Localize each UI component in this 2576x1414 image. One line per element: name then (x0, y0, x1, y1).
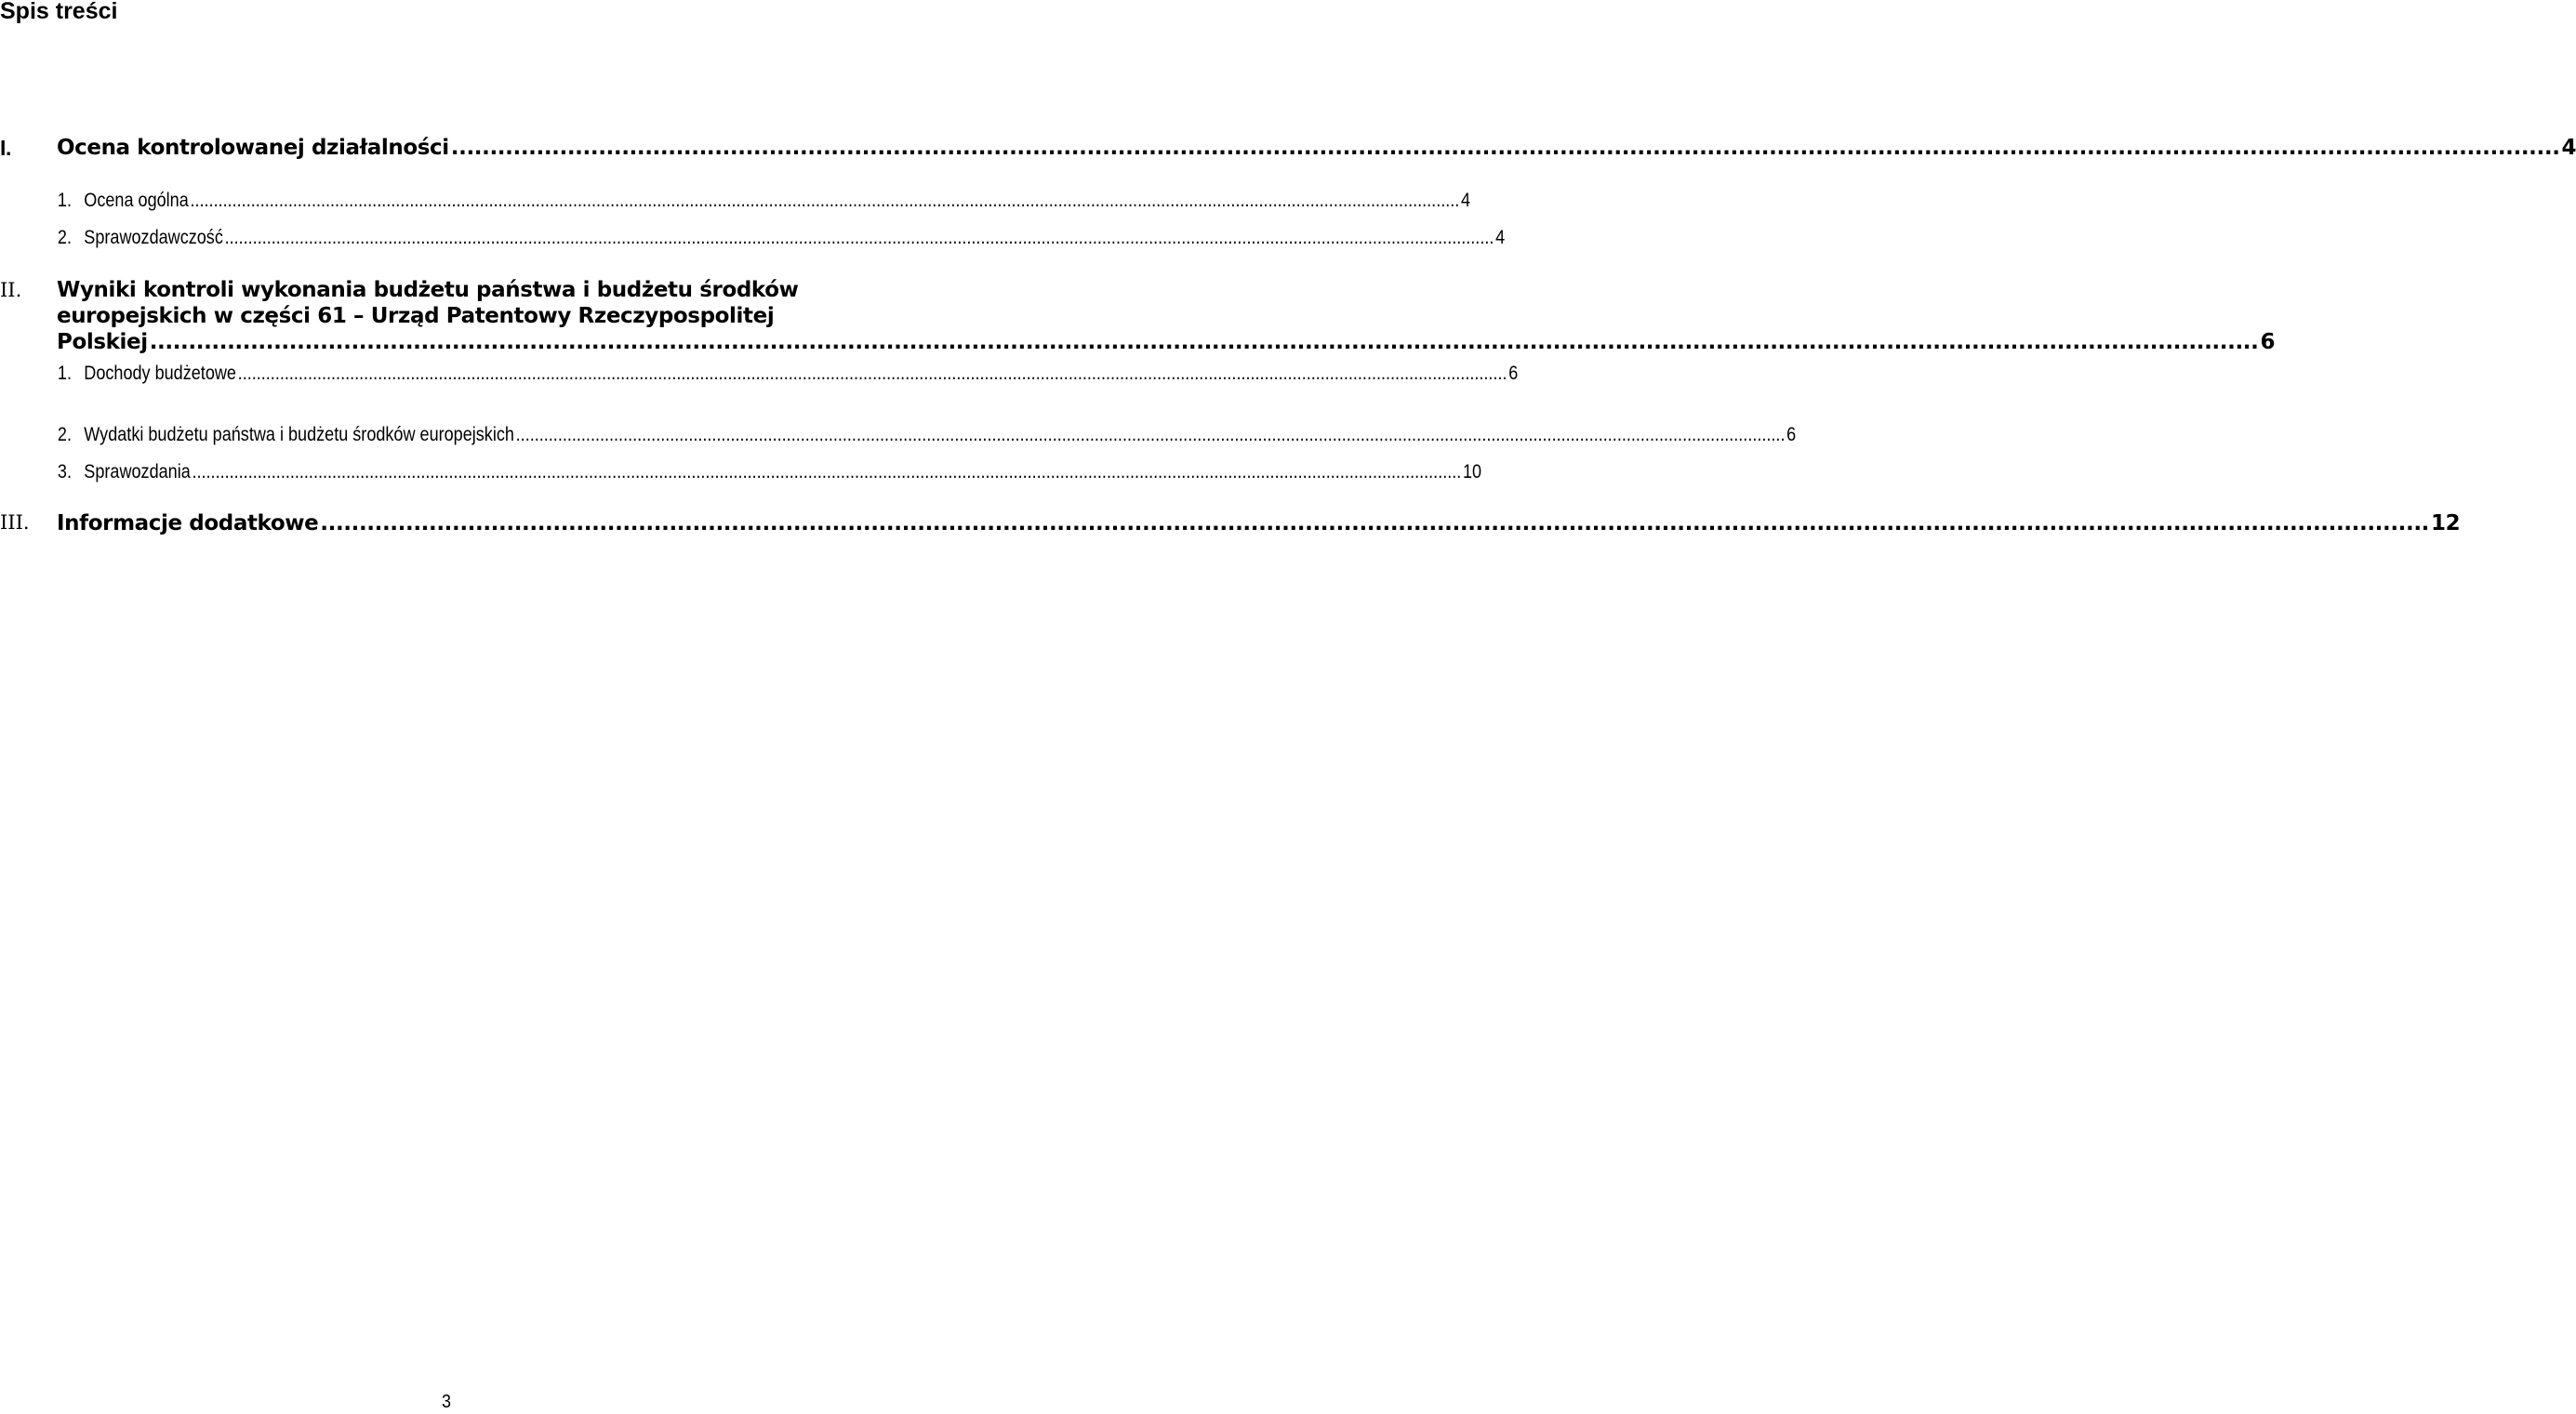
toc-entry-number: III. (0, 511, 30, 534)
toc-entry-page: 4 (2561, 136, 2576, 160)
dot-leader (320, 511, 2429, 535)
toc-entry-number: 1. (57, 363, 72, 384)
toc-entry-label: Ocena kontrolowanej działalności (57, 136, 449, 160)
toc-entry-label: Sprawozdania (84, 461, 191, 482)
toc-entry-page: 6 (2260, 330, 2276, 354)
toc-entry-label: Polskiej (57, 330, 148, 354)
dot-leader (451, 136, 2560, 160)
toc-entry-number: 1. (57, 190, 72, 211)
dot-leader (516, 424, 1786, 446)
dot-leader (238, 363, 1507, 385)
toc-entry-label: Dochody budżetowe (84, 363, 236, 384)
toc-entry-page: 6 (1508, 363, 1519, 384)
toc-entry-number: 3. (57, 461, 72, 482)
toc-entry-page: 4 (1495, 227, 1506, 248)
toc-entry-label-line-1: Wyniki kontroli wykonania budżetu państwa i budżetu środków (57, 278, 799, 302)
dot-leader (190, 190, 1459, 212)
dot-leader (225, 227, 1494, 249)
toc-entry-number: I. (0, 136, 11, 160)
toc-entry-label-line-2: europejskich w części 61 – Urząd Patentowy Rzeczypospolitej (57, 304, 775, 328)
toc-entry-page: 6 (1786, 424, 1797, 445)
toc-heading: Spis treści (0, 0, 118, 24)
dot-leader (150, 329, 2259, 355)
toc-entry-page: 12 (2431, 511, 2461, 535)
page-number: 3 (441, 1392, 452, 1412)
toc-entry-label: Sprawozdawczość (84, 227, 223, 248)
toc-entry-number: 2. (57, 424, 72, 445)
dot-leader (192, 461, 1461, 483)
toc-entry-label: Ocena ogólna (84, 190, 189, 211)
toc-entry-page: 4 (1461, 190, 1471, 211)
toc-entry-number: 2. (57, 227, 72, 248)
toc-entry-page: 10 (1463, 461, 1482, 482)
toc-entry-label: Informacje dodatkowe (57, 511, 319, 535)
toc-entry-number: II. (0, 279, 22, 301)
toc-entry-label: Wydatki budżetu państwa i budżetu środków europejskich (84, 424, 514, 445)
